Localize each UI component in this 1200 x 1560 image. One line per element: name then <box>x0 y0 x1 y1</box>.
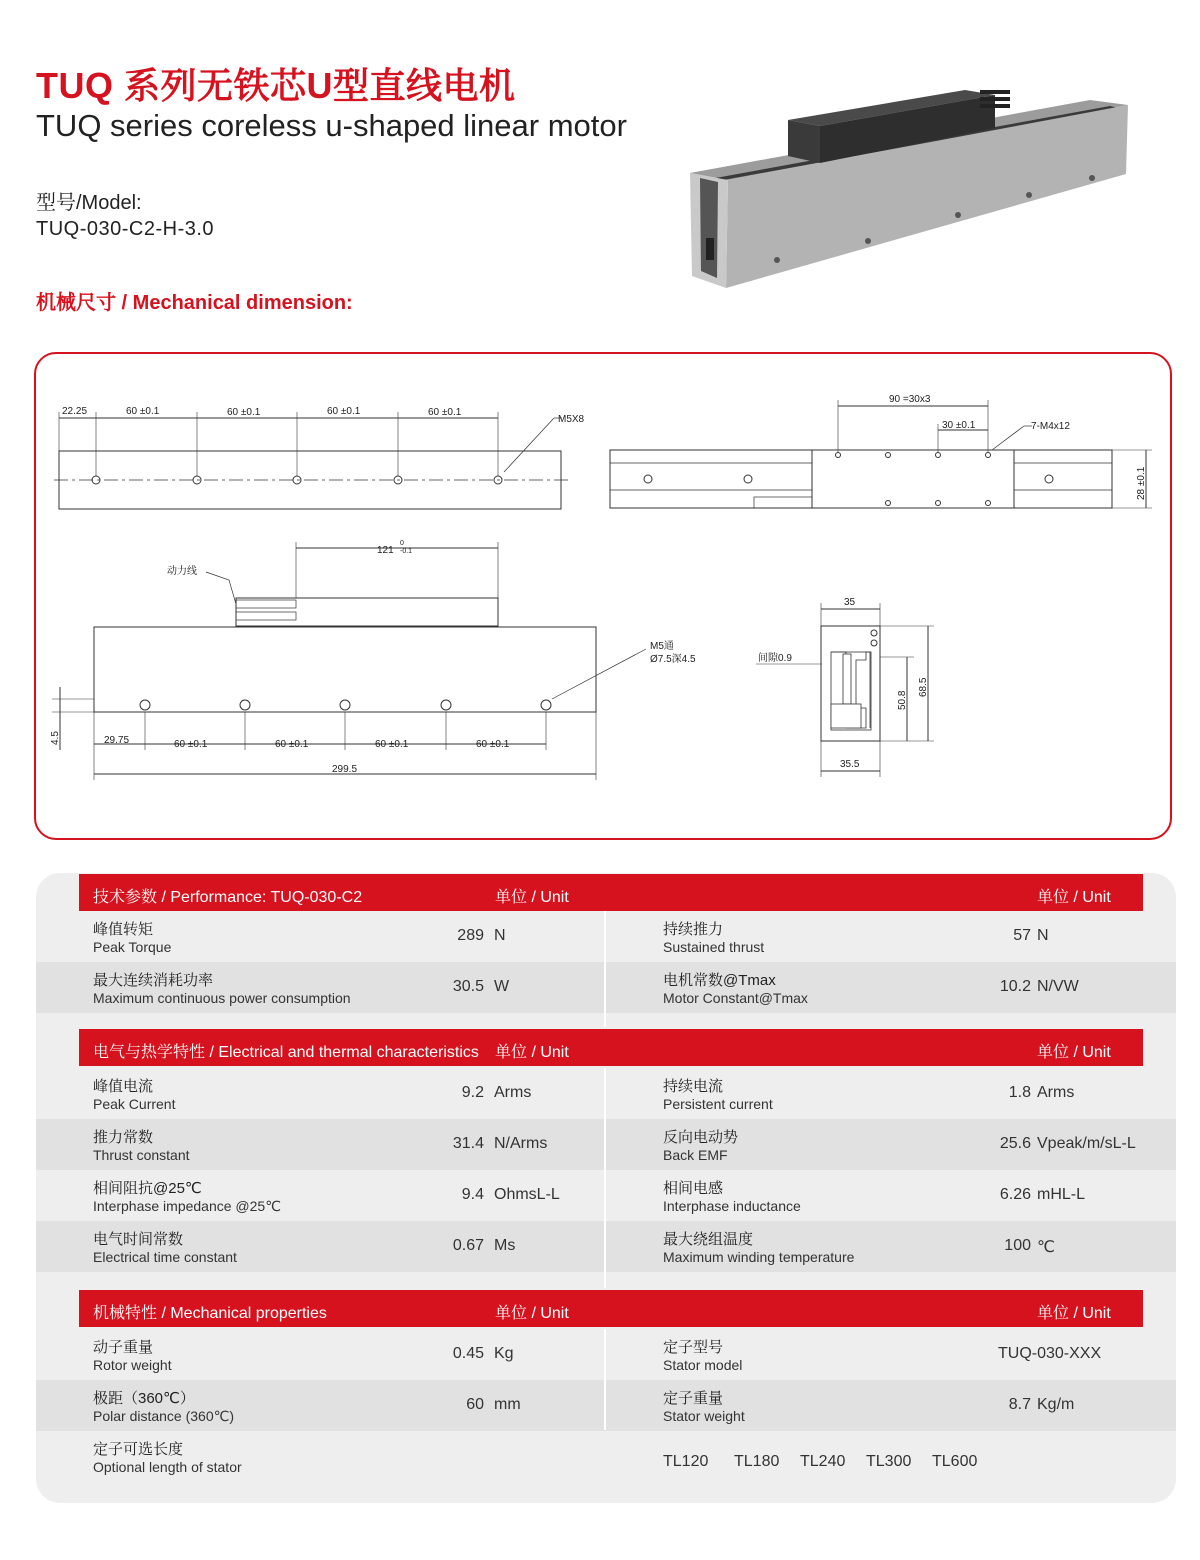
dim-28-height: 28 ±0.1 <box>1136 466 1147 500</box>
spec-row <box>36 1170 1176 1221</box>
dim-30-pitch: 30 ±0.1 <box>942 420 976 431</box>
dim-side-60-3: 60 ±0.1 <box>375 739 409 750</box>
spec-value: 9.2 <box>461 1084 484 1101</box>
dim-side-60-1: 60 ±0.1 <box>174 739 208 750</box>
section-header-performance <box>79 874 1143 911</box>
dim-29-75: 29.75 <box>104 735 130 746</box>
spec-label-en: Stator weight <box>663 1408 745 1424</box>
stator-length-option: TL300 <box>866 1453 912 1470</box>
spec-row <box>36 1068 1176 1119</box>
spec-value: 57 <box>1013 927 1031 944</box>
spec-row <box>36 1119 1176 1170</box>
spec-label-en: Maximum continuous power consumption <box>93 990 351 1006</box>
column-divider <box>604 911 606 1027</box>
spec-label-en: Persistent current <box>663 1096 773 1112</box>
spec-label-en: Back EMF <box>663 1147 728 1163</box>
spec-unit: Kg <box>494 1345 514 1362</box>
dim-top-60-4: 60 ±0.1 <box>428 407 462 418</box>
spec-label-en: Electrical time constant <box>93 1249 237 1265</box>
spec-value: TUQ-030-XXX <box>998 1345 1102 1362</box>
mechanical-drawing <box>34 352 1172 840</box>
spec-label-cn: 动子重量 <box>93 1339 154 1356</box>
dim-50-8: 50.8 <box>897 690 908 710</box>
dim-gap-0-9: 间隙0.9 <box>758 653 792 664</box>
section-title: 机械特性 / Mechanical properties <box>93 1305 327 1322</box>
dim-90-30x3: 90 =30x3 <box>889 394 931 405</box>
page-title-en: TUQ series coreless u-shaped linear motor <box>36 108 627 143</box>
stator-length-option: TL240 <box>800 1453 846 1470</box>
spec-unit: mHL-L <box>1037 1186 1086 1203</box>
spec-label-cn: 持续电流 <box>663 1078 724 1095</box>
spec-label-cn: 持续推力 <box>663 921 724 938</box>
spec-row <box>36 1380 1176 1431</box>
spec-unit: Vpeak/m/sL-L <box>1037 1135 1136 1152</box>
spec-label-cn: 定子型号 <box>663 1339 724 1356</box>
dim-35-top: 35 <box>844 597 856 608</box>
spec-label-cn: 峰值电流 <box>93 1078 154 1095</box>
unit-header-left: 单位 / Unit <box>495 889 569 906</box>
spec-label-en: Polar distance (360℃) <box>93 1408 235 1424</box>
spec-label-en: Interphase impedance @25℃ <box>93 1198 281 1214</box>
spec-label-cn: 电气时间常数 <box>93 1231 184 1248</box>
spec-row <box>36 1329 1176 1380</box>
spec-label-en: Stator model <box>663 1357 743 1373</box>
section-title: 技术参数 / Performance: TUQ-030-C2 <box>93 889 363 906</box>
stator-length-option: TL600 <box>932 1453 978 1470</box>
label-power-line: 动力线 <box>167 566 197 577</box>
dim-side-60-4: 60 ±0.1 <box>476 739 510 750</box>
dim-35-5-bottom: 35.5 <box>840 759 860 770</box>
dim-4-5: 4.5 <box>50 731 61 745</box>
unit-header-right: 单位 / Unit <box>1037 1044 1111 1061</box>
stator-length-option: TL120 <box>663 1453 709 1470</box>
label-m5-through: M5通 <box>650 641 674 652</box>
spec-row <box>36 1221 1176 1272</box>
spec-label-en: Motor Constant@Tmax <box>663 990 808 1006</box>
spec-row-stator-lengths <box>36 1431 1176 1482</box>
column-divider <box>604 1329 606 1430</box>
spec-label-cn: 反向电动势 <box>663 1129 739 1146</box>
spec-unit: N <box>1037 927 1049 944</box>
spec-value: 25.6 <box>999 1135 1031 1152</box>
spec-label-en: Peak Torque <box>93 939 172 955</box>
unit-header-right: 单位 / Unit <box>1037 1305 1111 1322</box>
page-title-cn: TUQ 系列无铁芯U型直线电机 <box>36 65 516 106</box>
spec-unit: N <box>494 927 506 944</box>
spec-unit: OhmsL-L <box>494 1186 560 1203</box>
spec-label-cn: 最大绕组温度 <box>663 1231 754 1248</box>
spec-label-en: Interphase inductance <box>663 1198 801 1214</box>
spec-unit: Kg/m <box>1037 1396 1075 1413</box>
spec-unit: Arms <box>1037 1084 1075 1101</box>
unit-header-right: 单位 / Unit <box>1037 889 1111 906</box>
spec-value: 9.4 <box>461 1186 484 1203</box>
spec-label-cn: 定子可选长度 <box>93 1441 184 1458</box>
dim-top-60-2: 60 ±0.1 <box>227 407 261 418</box>
spec-label-cn: 峰值转矩 <box>93 921 154 938</box>
dim-121-tol-up: 0 <box>400 540 404 547</box>
section-header-mechanical <box>79 1290 1143 1327</box>
spec-label-en: Peak Current <box>93 1096 176 1112</box>
spec-unit: Ms <box>494 1237 516 1254</box>
spec-label-cn: 电机常数@Tmax <box>663 972 776 989</box>
dim-121-tol-down: -0.1 <box>400 548 413 555</box>
spec-label-en: Rotor weight <box>93 1357 172 1373</box>
spec-value: 0.45 <box>452 1345 484 1362</box>
spec-label-en: Sustained thrust <box>663 939 765 955</box>
dim-299-5: 299.5 <box>332 764 358 775</box>
dim-top-22-25: 22.25 <box>62 406 88 417</box>
motor-product-image <box>680 78 1140 293</box>
spec-value: 60 <box>466 1396 484 1413</box>
spec-label-cn: 相间电感 <box>663 1180 724 1197</box>
spec-value: 100 <box>1004 1237 1031 1254</box>
spec-value: 31.4 <box>452 1135 484 1152</box>
dim-top-60-1: 60 ±0.1 <box>126 406 160 417</box>
spec-unit: N/Arms <box>494 1135 548 1152</box>
stator-top-view <box>54 412 569 509</box>
unit-header-left: 单位 / Unit <box>495 1044 569 1061</box>
dim-top-hole-m5x8: M5X8 <box>558 414 585 425</box>
spec-label-cn: 最大连续消耗功率 <box>93 972 214 989</box>
side-view <box>52 542 646 780</box>
model-label: 型号/Model: <box>36 192 142 214</box>
spec-unit: W <box>494 978 510 995</box>
spec-label-cn: 相间阻抗@25℃ <box>93 1180 202 1197</box>
spec-row <box>36 962 1176 1013</box>
spec-unit: mm <box>494 1396 521 1413</box>
spec-unit: Arms <box>494 1084 532 1101</box>
dim-side-60-2: 60 ±0.1 <box>275 739 309 750</box>
unit-header-left: 单位 / Unit <box>495 1305 569 1322</box>
dim-68-5: 68.5 <box>918 677 929 697</box>
section-header-electrical <box>79 1029 1143 1066</box>
spec-label-cn: 极距（360℃） <box>93 1390 195 1407</box>
spec-unit: ℃ <box>1037 1239 1055 1256</box>
stator-length-option: TL180 <box>734 1453 780 1470</box>
spec-row <box>36 911 1176 962</box>
section-view <box>756 603 934 777</box>
spec-value: 30.5 <box>452 978 484 995</box>
mechanical-dimension-heading: 机械尺寸 / Mechanical dimension: <box>36 292 353 314</box>
section-title: 电气与热学特性 / Electrical and thermal characteristics <box>93 1044 479 1061</box>
spec-value: 1.8 <box>1008 1084 1031 1101</box>
spec-label-cn: 推力常数 <box>93 1129 154 1146</box>
dim-7-m4x12: 7-M4x12 <box>1031 421 1070 432</box>
model-value: TUQ-030-C2-H-3.0 <box>36 218 215 240</box>
spec-value: 8.7 <box>1008 1396 1031 1413</box>
dim-121: 121 <box>377 545 394 556</box>
label-counterbore: Ø7.5深4.5 <box>650 654 696 665</box>
spec-label-en: Thrust constant <box>93 1147 190 1163</box>
dim-top-60-3: 60 ±0.1 <box>327 406 361 417</box>
spec-label-en: Optional length of stator <box>93 1459 242 1475</box>
spec-label-cn: 定子重量 <box>663 1390 724 1407</box>
column-divider <box>604 1068 606 1288</box>
stator-rotor-top-view <box>610 400 1152 508</box>
spec-value: 6.26 <box>999 1186 1031 1203</box>
spec-value: 0.67 <box>452 1237 484 1254</box>
spec-unit: N/VW <box>1037 978 1079 995</box>
spec-value: 289 <box>457 927 484 944</box>
spec-value: 10.2 <box>999 978 1031 995</box>
spec-label-en: Maximum winding temperature <box>663 1249 855 1265</box>
